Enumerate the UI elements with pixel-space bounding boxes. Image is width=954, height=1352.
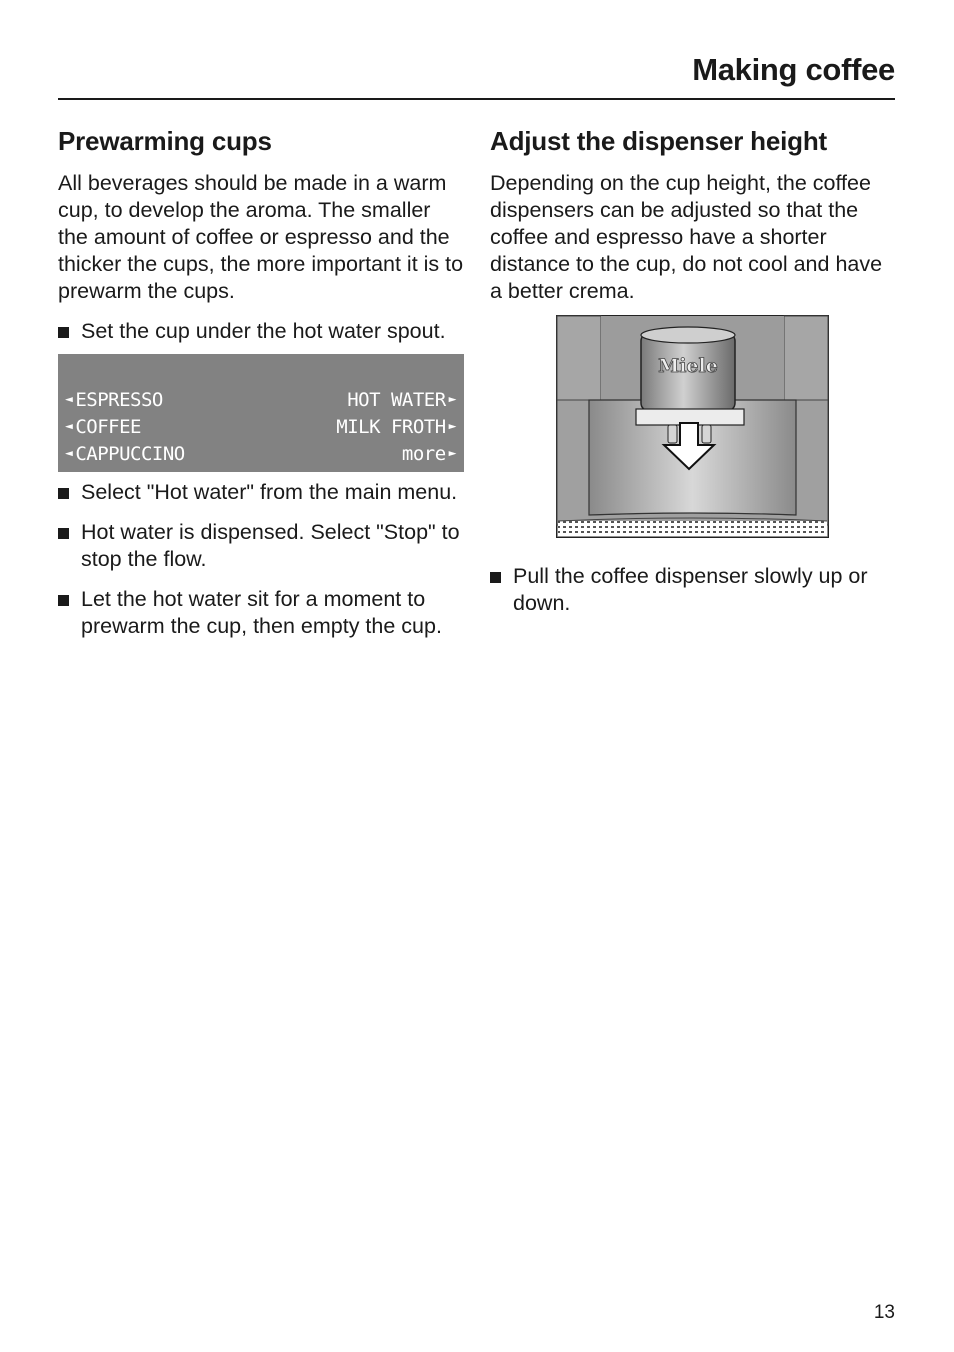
- dispenser-illustration: [556, 315, 829, 538]
- left-column: [58, 124, 466, 640]
- square-bullet-icon: [58, 595, 69, 606]
- menu-item-coffee[interactable]: ◄ COFFEE: [65, 415, 141, 438]
- list-item: [58, 479, 466, 506]
- page-title: Making coffee: [692, 52, 895, 87]
- square-bullet-icon: [58, 327, 69, 338]
- menu-row: [65, 413, 456, 440]
- list-item: [490, 563, 895, 617]
- section-heading-prewarming: Prewarming cups: [58, 126, 272, 156]
- menu-item-milk-froth[interactable]: MILK FROTH ►: [336, 415, 456, 438]
- dispenser-intro: Depending on the cup height, the coffee dispensers can be adjusted so that the coffee and espresso have a shorter distance to the cup, do not cool and have a better crema.: [490, 171, 883, 303]
- menu-item-cappuccino[interactable]: ◄ CAPPUCCINO: [65, 442, 185, 465]
- left-arrow-icon: ◄: [65, 419, 73, 434]
- menu-item-espresso[interactable]: ◄ ESPRESSO: [65, 388, 163, 411]
- menu-item-more[interactable]: more ►: [401, 442, 456, 465]
- step-text: Let the hot water sit for a moment to prewarm the cup, then empty the cup.: [81, 587, 442, 638]
- square-bullet-icon: [490, 572, 501, 583]
- page-number: 13: [873, 1302, 895, 1323]
- right-arrow-icon: ►: [448, 392, 456, 407]
- right-arrow-icon: ►: [448, 419, 456, 434]
- left-arrow-icon: ◄: [65, 446, 73, 461]
- step-text: Select "Hot water" from the main menu.: [81, 480, 458, 504]
- list-item: [58, 586, 466, 640]
- section-heading-dispenser: Adjust the dispenser height: [490, 126, 827, 156]
- right-arrow-icon: ►: [448, 446, 456, 461]
- machine-display-screen: [58, 354, 464, 472]
- list-item: [58, 519, 466, 573]
- menu-row: [65, 440, 456, 467]
- menu-row: [65, 386, 456, 413]
- square-bullet-icon: [58, 528, 69, 539]
- list-item: [58, 318, 466, 345]
- right-column: [490, 124, 895, 617]
- left-arrow-icon: ◄: [65, 392, 73, 407]
- miele-logo: Miele: [658, 355, 718, 377]
- square-bullet-icon: [58, 488, 69, 499]
- step-text: Hot water is dispensed. Select "Stop" to stop the flow.: [81, 520, 460, 571]
- menu-item-hot-water[interactable]: HOT WATER ►: [347, 388, 456, 411]
- step-text: Set the cup under the hot water spout.: [81, 319, 446, 343]
- title-divider: [58, 98, 895, 100]
- prewarming-intro: All beverages should be made in a warm cup, to develop the aroma. The smaller the amount of coffee or espresso and the thicker the cups, the more important it is to prewarm the cups.: [58, 171, 464, 303]
- step-text: Pull the coffee dispenser slowly up or down.: [513, 564, 868, 615]
